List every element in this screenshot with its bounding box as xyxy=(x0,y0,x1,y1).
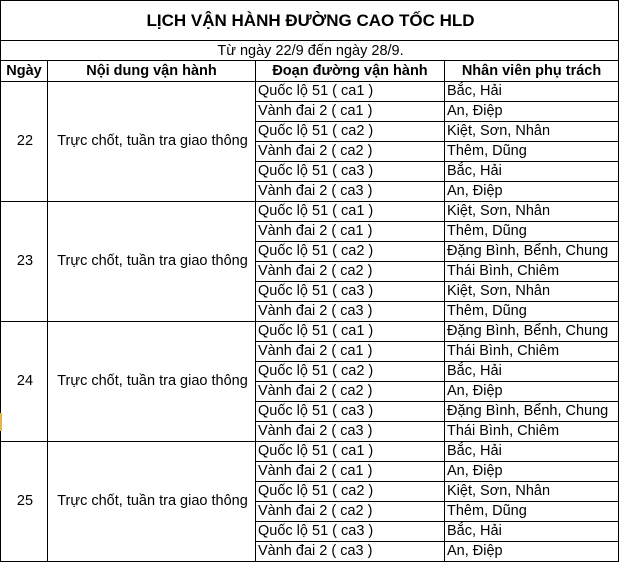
segment-cell[interactable]: Vành đai 2 ( ca1 ) xyxy=(256,222,445,242)
staff-cell[interactable]: Thêm, Dũng xyxy=(445,222,619,242)
staff-cell[interactable]: Đặng Bình, Bểnh, Chung xyxy=(445,322,619,342)
header-day: Ngày xyxy=(1,61,48,82)
segment-cell[interactable]: Vành đai 2 ( ca3 ) xyxy=(256,302,445,322)
staff-cell[interactable]: An, Điệp xyxy=(445,102,619,122)
staff-cell[interactable]: Thái Bình, Chiêm xyxy=(445,422,619,442)
content-cell[interactable]: Trực chốt, tuần tra giao thông xyxy=(48,202,256,322)
segment-cell[interactable]: Quốc lộ 51 ( ca1 ) xyxy=(256,322,445,342)
segment-cell[interactable]: Quốc lộ 51 ( ca2 ) xyxy=(256,482,445,502)
segment-cell[interactable]: Quốc lộ 51 ( ca3 ) xyxy=(256,402,445,422)
page-title: LỊCH VẬN HÀNH ĐƯỜNG CAO TỐC HLD xyxy=(1,1,619,41)
header-staff: Nhân viên phụ trách xyxy=(445,61,619,82)
staff-cell[interactable]: Thái Bình, Chiêm xyxy=(445,342,619,362)
segment-cell[interactable]: Quốc lộ 51 ( ca2 ) xyxy=(256,122,445,142)
staff-cell[interactable]: Kiệt, Sơn, Nhân xyxy=(445,202,619,222)
day-cell[interactable]: 23 xyxy=(1,202,48,322)
day-cell[interactable]: 24 xyxy=(1,322,48,442)
content-cell[interactable]: Trực chốt, tuần tra giao thông xyxy=(48,82,256,202)
staff-cell[interactable]: An, Điệp xyxy=(445,182,619,202)
segment-cell[interactable]: Quốc lộ 51 ( ca2 ) xyxy=(256,242,445,262)
content-cell[interactable]: Trực chốt, tuần tra giao thông xyxy=(48,322,256,442)
staff-cell[interactable]: Kiệt, Sơn, Nhân xyxy=(445,482,619,502)
segment-cell[interactable]: Quốc lộ 51 ( ca3 ) xyxy=(256,522,445,542)
staff-cell[interactable]: Bắc, Hải xyxy=(445,362,619,382)
header-segment: Đoạn đường vận hành xyxy=(256,61,445,82)
table-row xyxy=(1,82,619,102)
cell-marker xyxy=(0,413,2,431)
subtitle-row xyxy=(1,41,619,61)
staff-cell[interactable]: An, Điệp xyxy=(445,382,619,402)
segment-cell[interactable]: Quốc lộ 51 ( ca1 ) xyxy=(256,442,445,462)
day-cell[interactable]: 22 xyxy=(1,82,48,202)
staff-cell[interactable]: Bắc, Hải xyxy=(445,522,619,542)
schedule-body xyxy=(1,82,619,562)
segment-cell[interactable]: Quốc lộ 51 ( ca3 ) xyxy=(256,282,445,302)
table-row xyxy=(1,202,619,222)
segment-cell[interactable]: Vành đai 2 ( ca2 ) xyxy=(256,262,445,282)
staff-cell[interactable]: Bắc, Hải xyxy=(445,82,619,102)
staff-cell[interactable]: Đặng Bình, Bểnh, Chung xyxy=(445,402,619,422)
segment-cell[interactable]: Vành đai 2 ( ca2 ) xyxy=(256,142,445,162)
segment-cell[interactable]: Vành đai 2 ( ca3 ) xyxy=(256,422,445,442)
table-row xyxy=(1,442,619,462)
title-row xyxy=(1,1,619,41)
staff-cell[interactable]: Kiệt, Sơn, Nhân xyxy=(445,282,619,302)
staff-cell[interactable]: Thêm, Dũng xyxy=(445,502,619,522)
header-content: Nội dung vận hành xyxy=(48,61,256,82)
staff-cell[interactable]: Thêm, Dũng xyxy=(445,302,619,322)
segment-cell[interactable]: Quốc lộ 51 ( ca1 ) xyxy=(256,202,445,222)
segment-cell[interactable]: Quốc lộ 51 ( ca3 ) xyxy=(256,162,445,182)
segment-cell[interactable]: Vành đai 2 ( ca3 ) xyxy=(256,542,445,562)
staff-cell[interactable]: Bắc, Hải xyxy=(445,162,619,182)
staff-cell[interactable]: Thái Bình, Chiêm xyxy=(445,262,619,282)
day-cell[interactable]: 25 xyxy=(1,442,48,562)
segment-cell[interactable]: Vành đai 2 ( ca3 ) xyxy=(256,182,445,202)
segment-cell[interactable]: Vành đai 2 ( ca1 ) xyxy=(256,462,445,482)
staff-cell[interactable]: Kiệt, Sơn, Nhân xyxy=(445,122,619,142)
staff-cell[interactable]: Thêm, Dũng xyxy=(445,142,619,162)
content-cell[interactable]: Trực chốt, tuần tra giao thông xyxy=(48,442,256,562)
staff-cell[interactable]: An, Điệp xyxy=(445,542,619,562)
segment-cell[interactable]: Quốc lộ 51 ( ca2 ) xyxy=(256,362,445,382)
staff-cell[interactable]: Bắc, Hải xyxy=(445,442,619,462)
staff-cell[interactable]: Đặng Bình, Bểnh, Chung xyxy=(445,242,619,262)
date-range: Từ ngày 22/9 đến ngày 28/9. xyxy=(1,41,619,61)
segment-cell[interactable]: Vành đai 2 ( ca1 ) xyxy=(256,102,445,122)
segment-cell[interactable]: Quốc lộ 51 ( ca1 ) xyxy=(256,82,445,102)
segment-cell[interactable]: Vành đai 2 ( ca2 ) xyxy=(256,382,445,402)
table-row xyxy=(1,322,619,342)
segment-cell[interactable]: Vành đai 2 ( ca1 ) xyxy=(256,342,445,362)
segment-cell[interactable]: Vành đai 2 ( ca2 ) xyxy=(256,502,445,522)
header-row xyxy=(1,61,619,82)
staff-cell[interactable]: An, Điệp xyxy=(445,462,619,482)
